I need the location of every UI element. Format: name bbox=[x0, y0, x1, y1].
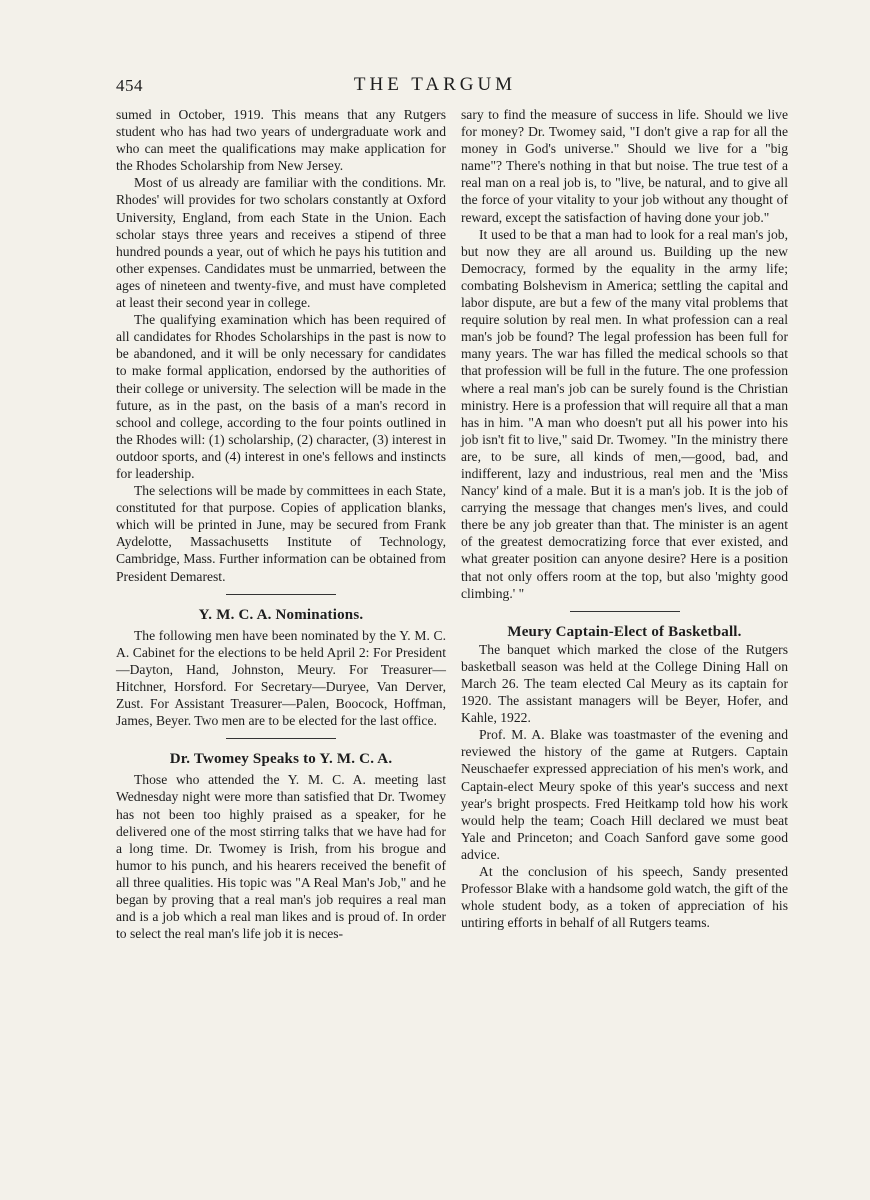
twomey-paragraph-1: Those who attended the Y. M. C. A. meeting last Wednesday night were more than satisfied that Dr. Twomey has not been too highly praised as a speaker, for he delivered one of the most stirring talks that we have had for a long time. Dr. Twomey is Irish, from his brogue and humor to his punch, and his hearers received the benefit of all three qualities. His topic was "A Real Man's Job," and he began by proving that a real man's job requires a real man and is a job which a real man likes and is proud of. In order to select the real man's life job it is neces- bbox=[116, 772, 446, 942]
twomey-heading: Dr. Twomey Speaks to Y. M. C. A. bbox=[169, 751, 393, 768]
ymca-nominations-heading: Y. M. C. A. Nominations. bbox=[198, 606, 364, 623]
running-head-title: THE TARGUM bbox=[353, 74, 517, 95]
right-column bbox=[461, 106, 788, 931]
meury-paragraph-1: The banquet which marked the close of the Rutgers basketball season was held at the College Dining Hall on March 26. The team elected Cal Meury as its captain for 1920. The assistant managers will be Beyer, Hofer, and Kahle, 1922. bbox=[461, 641, 788, 726]
rhodes-paragraph-3: The qualifying examination which has been required of all candidates for Rhodes Scholarships in the past is now to be abandoned, and it will be only necessary for candidates to make formal application, endorsed by the authorities of their college or university. The selection will be made in the future, as in the past, on the basis of a man's record in school and college, according to the four points outlined in the Rhodes will: (1) scholarship, (2) character, (3) interest in outdoor sports, and (4) interest in one's fellows and instincts for leadership. bbox=[116, 312, 446, 481]
left-column bbox=[116, 106, 446, 942]
section-divider bbox=[226, 738, 336, 739]
twomey-paragraph-3: It used to be that a man had to look for a real man's job, but now they are all around us. Building up the new Democracy, formed by the equality in the army life; combating Bolshevism in America; settling the capital and labor dispute, are but a few of the many vital problems that require solution by real men. In what profession can a real man's job be found? The legal profession has been full for many years. The war has filled the medical schools so that that profession will be full in the future. The one profession where a real man's job can be surely found is the Christian ministry. Here is a profession that will require all that a man has in him. "A man who doesn't put all his power into his job isn't fit to live," said Dr. Twomey. "In the ministry there are, to be sure, all kinds of men,—good, bad, and indifferent, lazy and industrious, real men and the 'Miss Nancy' kind of a male. But it is a man's job. It is the job of carrying the message that changes men's lives, and could there be any job greater than that. The minister is an agent of the greatest democratizing force that ever existed, and what greater position can anyone desire? Here is a position that not only offers room at the top, but also 'mighty good climbing.' " bbox=[461, 226, 788, 601]
meury-paragraph-2: Prof. M. A. Blake was toastmaster of the evening and reviewed the history of the game at Rutgers. Captain Neuschaefer expressed appreciation of his men's work, and Captain-elect Meury spoke of this year's success and next year's bright prospects. Fred Heitkamp told how his work would help the team; Coach Hill declared we must beat Yale and Princeton; and Coach Sanford gave some good advice. bbox=[461, 727, 788, 862]
rhodes-paragraph-2: Most of us already are familiar with the conditions. Mr. Rhodes' will provides for two scholars constantly at Oxford University, England, from each State in the Union. Each scholar stays three years and receives a stipend of three hundred pounds a year, out of which he pays his tutition and other expenses. Candidates must be unmarried, between the ages of nineteen and twenty-five, and must have completed at least their second year in college. bbox=[116, 175, 446, 311]
meury-paragraph-3: At the conclusion of his speech, Sandy presented Professor Blake with a handsome gold watch, the gift of the whole student body, as a token of appreciation of his untiring efforts in behalf of all Rutgers teams. bbox=[461, 864, 788, 931]
section-divider bbox=[570, 611, 680, 612]
twomey-paragraph-2: sary to find the measure of success in life. Should we live for money? Dr. Twomey said, "I don't give a rap for all the money in God's universe." Should we live for a "big name"? There's nothing in that but noise. The true test of a real man on a real job is, to "live, be natural, and to give all the force of your vitality to your job without any thought of reward, except the satisfaction of having done your job." bbox=[461, 107, 788, 225]
section-divider bbox=[226, 594, 336, 595]
rhodes-paragraph-1: sumed in October, 1919. This means that any Rutgers student who has had two years of undergraduate work and who can meet the qualifications may make application for the Rhodes Scholarship from New Jersey. bbox=[116, 107, 446, 174]
ymca-nominations-paragraph: The following men have been nominated by the Y. M. C. A. Cabinet for the elections to be held April 2: For President—Dayton, Hand, Johnston, Meury. For Treasurer—Hitchner, Horsford. For Secretary—Duryee, Van Derver, Zust. For Assistant Treasurer—Palen, Boocock, Hoffman, James, Beyer. Two men are to be elected for the last office. bbox=[116, 627, 446, 729]
page-number: 454 bbox=[116, 76, 143, 95]
rhodes-paragraph-4: The selections will be made by committees in each State, constituted for that purpose. Copies of application blanks, which will be printed in June, may be secured from Frank Aydelotte, Massachusetts Institute of Technology, Cambridge, Mass. Further information can be obtained from President Demarest. bbox=[116, 483, 446, 584]
meury-heading: Meury Captain-Elect of Basketball. bbox=[507, 623, 742, 640]
